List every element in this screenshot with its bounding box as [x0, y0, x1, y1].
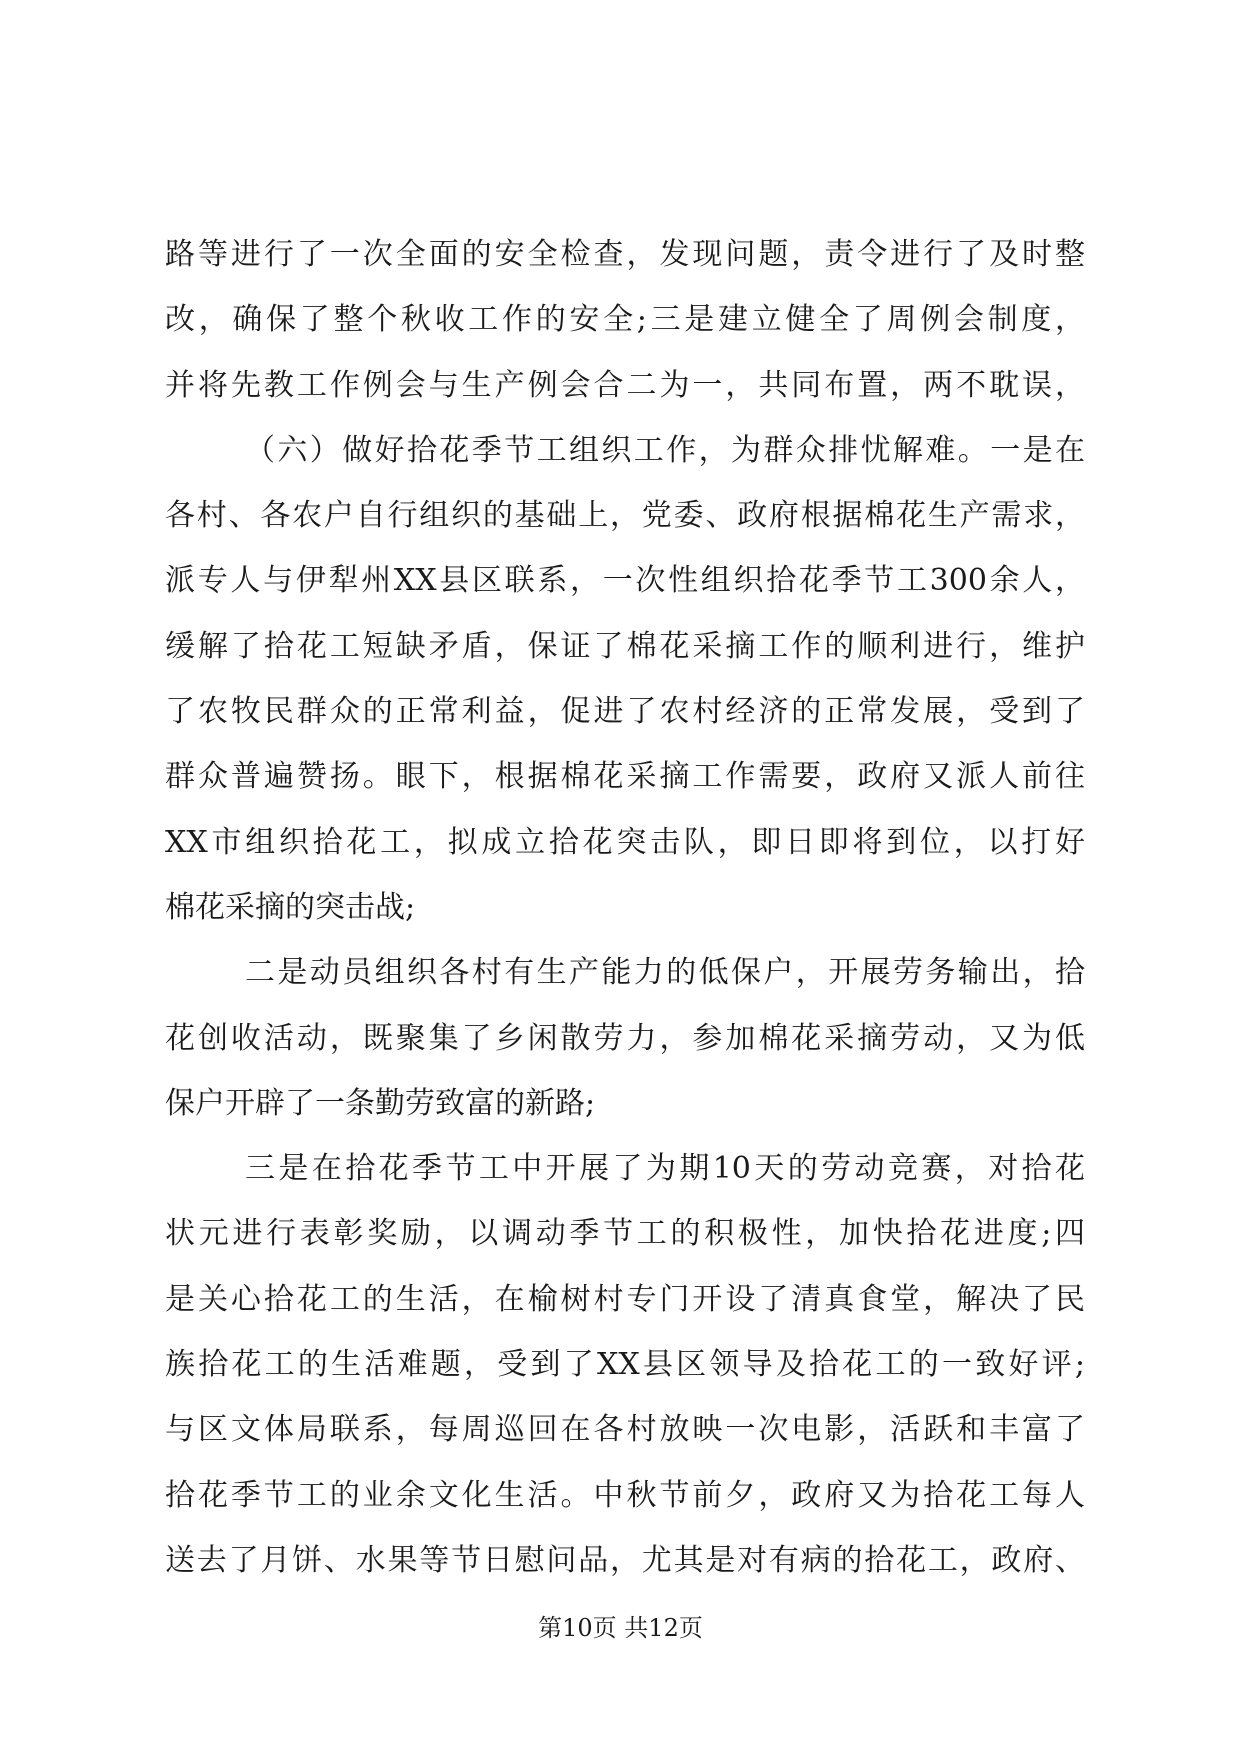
text-line: 缓解了拾花工短缺矛盾，保证了棉花采摘工作的顺利进行，维护 [165, 628, 1085, 664]
text-line: 状元进行表彰奖励，以调动季节工的积极性，加快拾花进度;四 [165, 1216, 1085, 1252]
text-line: 群众普遍赞扬。眼下，根据棉花采摘工作需要，政府又派人前往 [165, 759, 1085, 795]
text-line: 花创收活动，既聚集了乡闲散劳力，参加棉花采摘劳动，又为低 [165, 1020, 1085, 1056]
text-line: 是关心拾花工的生活，在榆树村专门开设了清真食堂，解决了民 [165, 1281, 1085, 1317]
text-line: 族拾花工的生活难题，受到了XX县区领导及拾花工的一致好评; [165, 1347, 1085, 1383]
text-line: 保户开辟了一条勤劳致富的新路; [165, 1085, 596, 1121]
text-line: 二是动员组织各村有生产能力的低保户，开展劳务输出，拾 [245, 955, 1085, 991]
text-line: XX市组织拾花工，拟成立拾花突击队，即日即将到位，以打好 [165, 824, 1085, 860]
page-footer: 第10页 共12页 [538, 1614, 703, 1642]
text-line: 并将先教工作例会与生产例会合二为一，共同布置，两不耽误， [165, 367, 1085, 403]
text-line: 拾花季节工的业余文化生活。中秋节前夕，政府又为拾花工每人 [165, 1477, 1085, 1513]
text-line: 派专人与伊犁州XX县区联系，一次性组织拾花季节工300余人， [165, 563, 1085, 599]
body-text [165, 231, 1085, 1602]
text-line: 送去了月饼、水果等节日慰问品，尤其是对有病的拾花工，政府、 [165, 1542, 1085, 1578]
text-line: 各村、各农户自行组织的基础上，党委、政府根据棉花生产需求， [165, 498, 1085, 534]
text-line: 路等进行了一次全面的安全检查，发现问题，责令进行了及时整 [165, 237, 1085, 272]
text-line: 棉花采摘的突击战; [165, 889, 416, 925]
text-line: 了农牧民群众的正常利益，促进了农村经济的正常发展，受到了 [165, 694, 1085, 730]
text-line: （六）做好拾花季节工组织工作，为群众排忧解难。一是在 [245, 432, 1085, 468]
text-line: 改，确保了整个秋收工作的安全;三是建立健全了周例会制度， [165, 302, 1085, 338]
text-line: 三是在拾花季节工中开展了为期10天的劳动竞赛，对拾花 [245, 1151, 1085, 1187]
text-line: 与区文体局联系，每周巡回在各村放映一次电影，活跃和丰富了 [165, 1412, 1085, 1448]
